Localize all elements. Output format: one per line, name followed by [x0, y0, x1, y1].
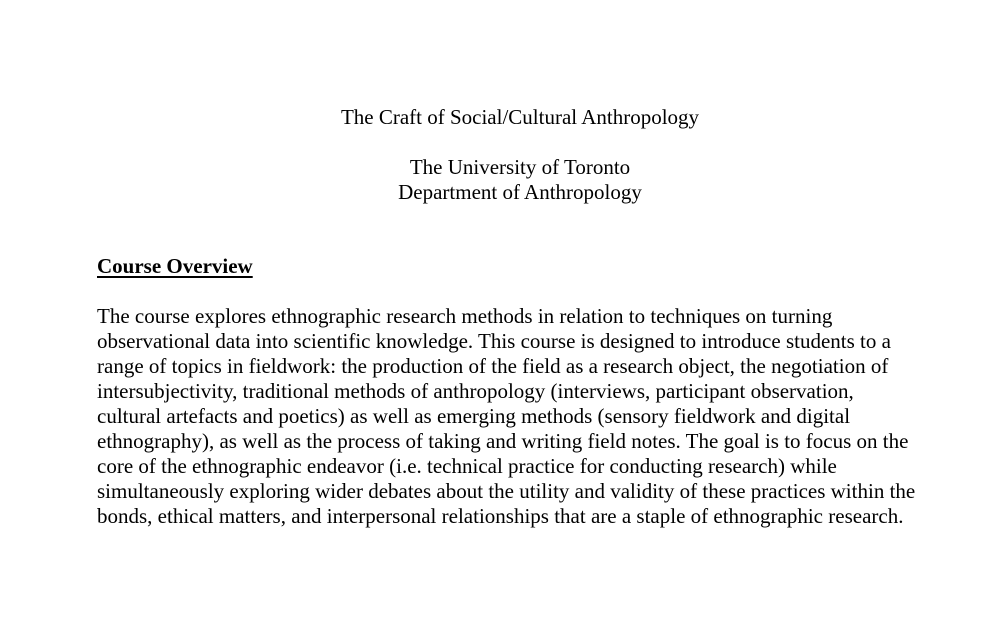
- paragraph-line: range of topics in fieldwork: the production of the field as a research object, the negotiation of: [97, 354, 889, 378]
- paragraph-line: ethnography), as well as the process of taking and writing field notes. The goal is to focus on the: [97, 429, 909, 453]
- paragraph-line: cultural artefacts and poetics) as well as emerging methods (sensory fieldwork and digital: [97, 404, 851, 428]
- paragraph-line: bonds, ethical matters, and interpersonal relationships that are a staple of ethnographic research.: [97, 504, 904, 528]
- institution-block: [0, 155, 992, 205]
- course-overview-paragraph: [97, 304, 947, 529]
- course-title: The Craft of Social/Cultural Anthropology: [340, 105, 700, 129]
- paragraph-line: observational data into scientific knowledge. This course is designed to introduce students to a: [97, 329, 891, 353]
- paragraph-line: core of the ethnographic endeavor (i.e. technical practice for conducting research) while: [97, 454, 837, 478]
- paragraph-line: The course explores ethnographic research methods in relation to techniques on turning: [97, 304, 833, 328]
- paragraph-line: intersubjectivity, traditional methods of anthropology (interviews, participant observation,: [97, 379, 854, 403]
- university-name: The University of Toronto: [409, 155, 631, 179]
- section-heading: Course Overview: [97, 254, 253, 278]
- department-name: Department of Anthropology: [398, 180, 642, 204]
- paragraph-line: simultaneously exploring wider debates about the utility and validity of these practices within the: [97, 479, 916, 503]
